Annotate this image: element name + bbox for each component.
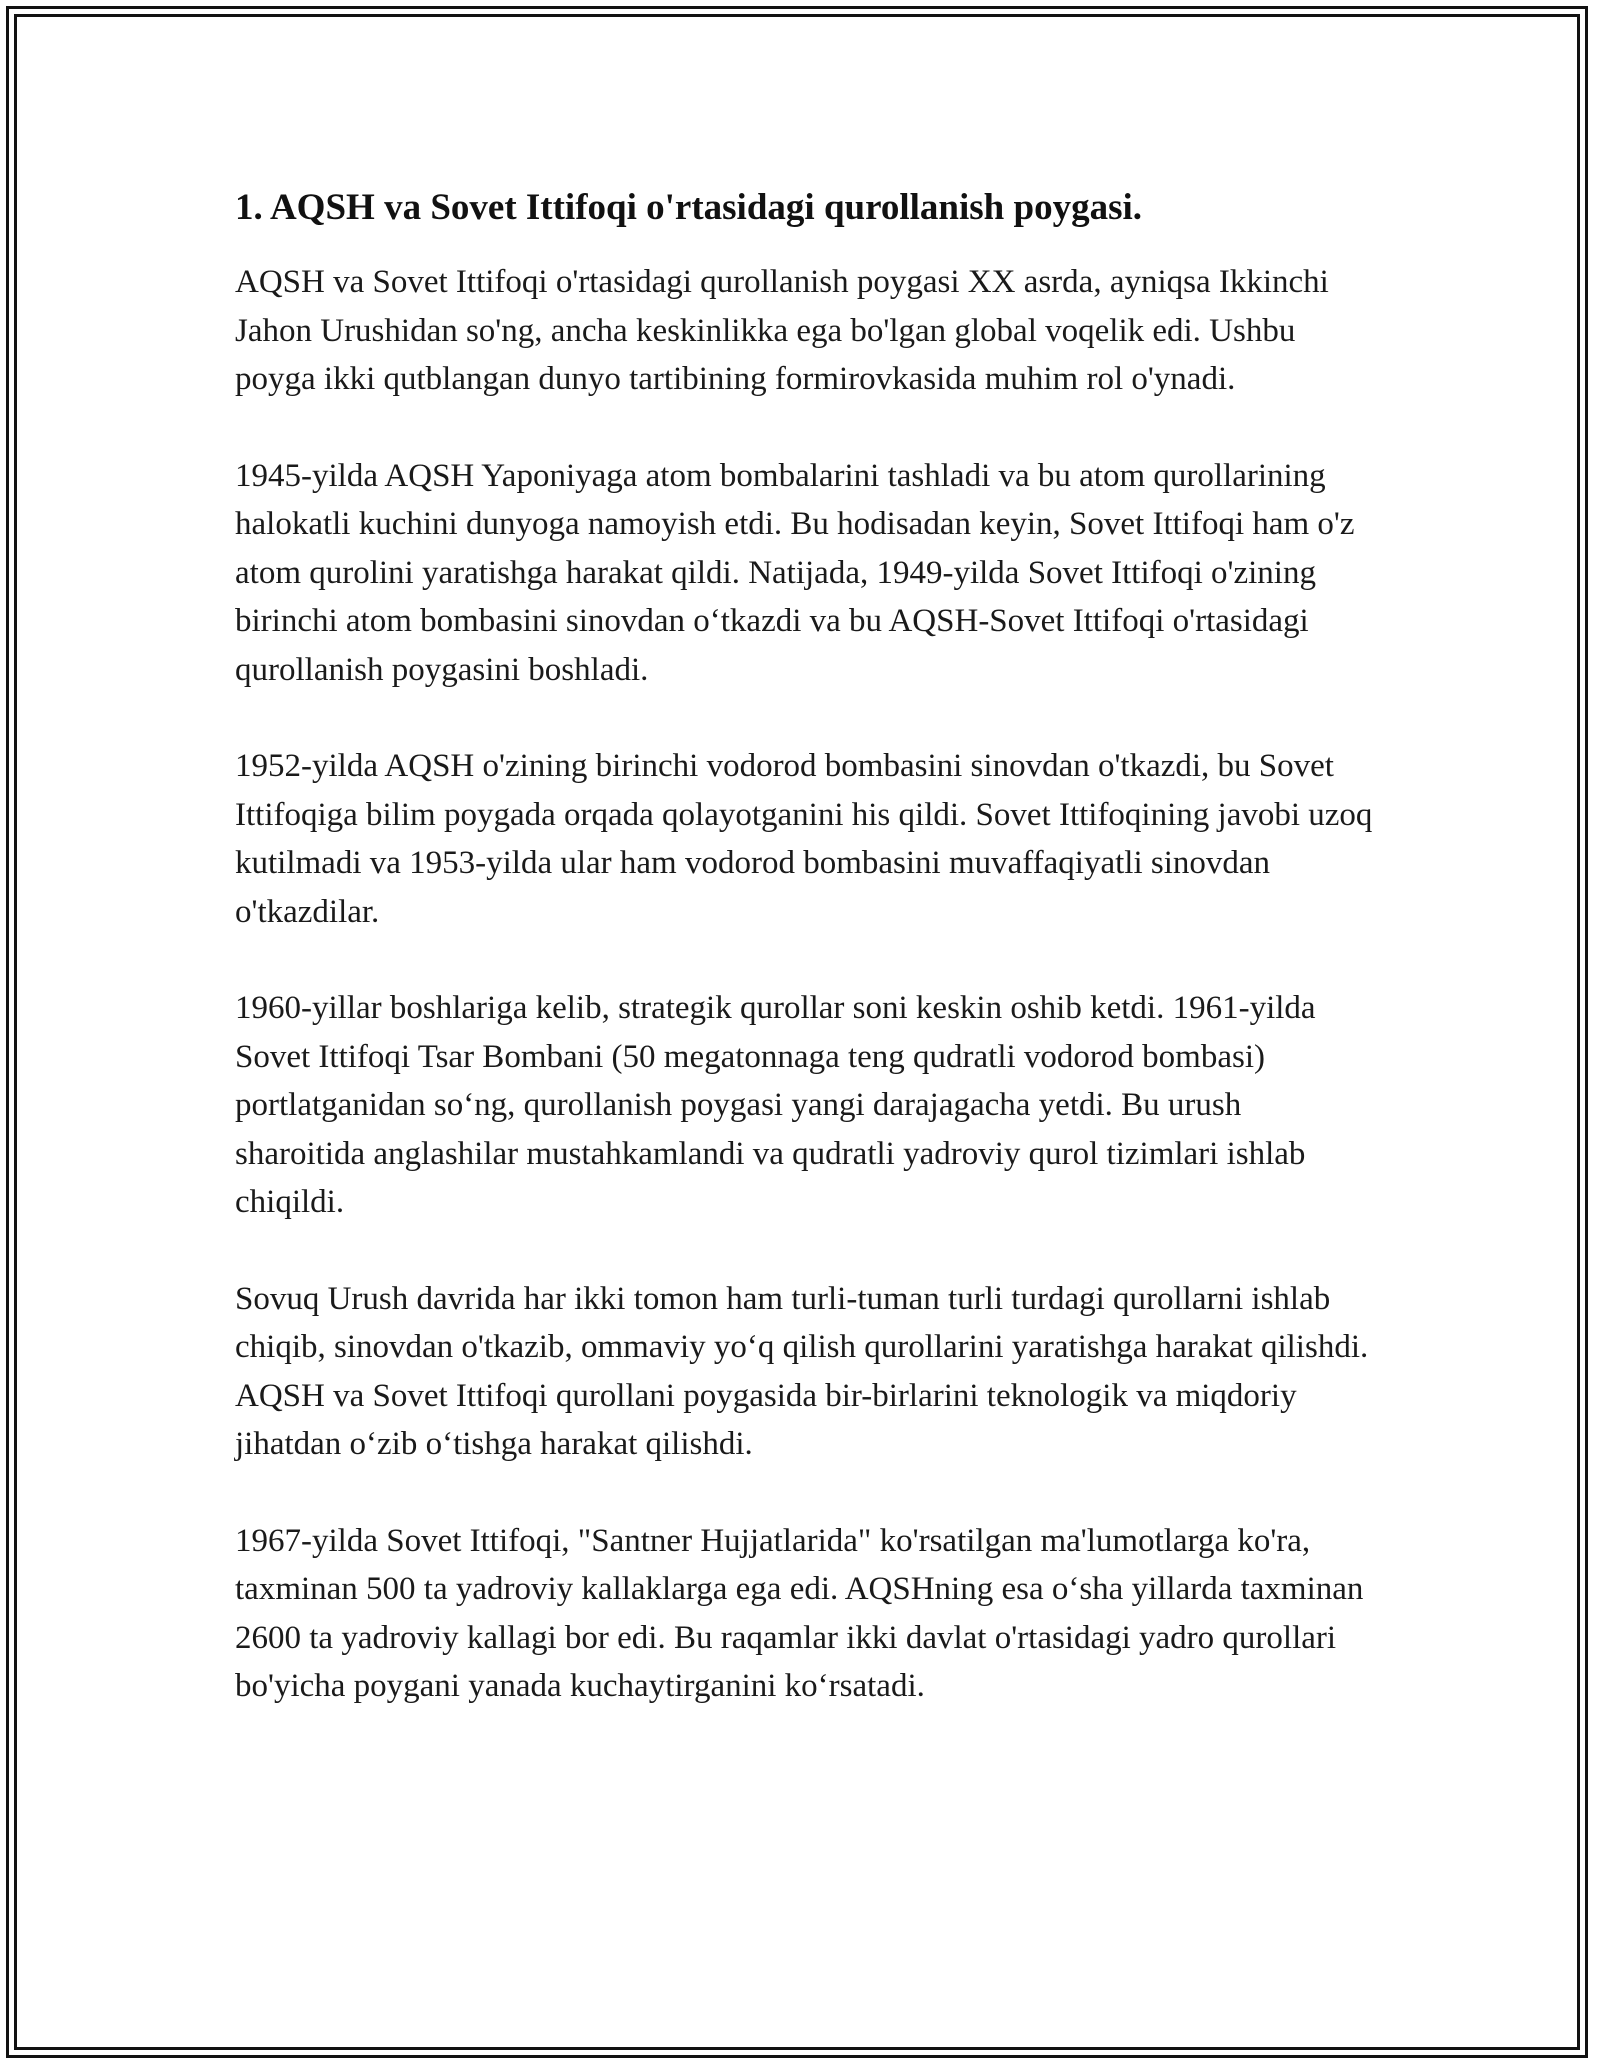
document-title: 1. AQSH va Sovet Ittifoqi o'rtasidagi qurollanish poygasi. xyxy=(235,187,1143,228)
paragraph-1967: 1967-yilda Sovet Ittifoqi, "Santner Hujjatlarida" ko'rsatilgan ma'lumotlarga ko'ra, taxminan 500 ta yadroviy kallaklarga ega edi. AQSHning esa o‘sha yillarda taxminan 2600 ta yadroviy kallagi bor edi. Bu raqamlar ikki davlat o'rtasidagi yadro qurollari bo'yicha poygani yanada kuchaytirganini ko‘rsatadi. xyxy=(235,1522,1364,1704)
paragraph-1952: 1952-yilda AQSH o'zining birinchi vodorod bombasini sinovdan o'tkazdi, bu Sovet Ittifoqiga bilim poygada orqada qolayotganini his qildi. Sovet Ittifoqining javobi uzoq kutilmadi va 1953-yilda ular ham vodorod bombasini muvaffaqiyatli sinovdan o'tkazdilar. xyxy=(235,748,1373,930)
paragraph-1945: 1945-yilda AQSH Yaponiyaga atom bombalarini tashladi va bu atom qurollarining halokatli kuchini dunyoga namoyish etdi. Bu hodisadan keyin, Sovet Ittifoqi ham o'z atom qurolini yaratishga harakat qildi. Natijada, 1949-yilda Sovet Ittifoqi o'zining birinchi atom bombasini sinovdan o‘tkazdi va bu AQSH-Sovet Ittifoqi o'rtasidagi qurollanish poygasini boshladi. xyxy=(235,457,1355,688)
paragraph-cold-war: Sovuq Urush davrida har ikki tomon ham turli-tuman turli turdagi qurollarni ishlab chiqib, sinovdan o'tkazib, ommaviy yo‘q qilish qurollarini yaratishga harakat qilishdi. AQSH va Sovet Ittifoqi qurollani poygasida bir-birlarini teknologik va miqdoriy jihatdan o‘zib o‘tishga harakat qilishdi. xyxy=(235,1280,1369,1462)
paragraph-intro: AQSH va Sovet Ittifoqi o'rtasidagi qurollanish poygasi XX asrda, ayniqsa Ikkinchi Jahon Urushidan so'ng, ancha keskinlikka ega bo'lgan global voqelik edi. Ushbu poyga ikki qutblangan dunyo tartibining formirovkasida muhim rol o'ynadi. xyxy=(235,264,1329,397)
document-body xyxy=(235,186,1375,1759)
paragraph-1960s: 1960-yillar boshlariga kelib, strategik qurollar soni keskin oshib ketdi. 1961-yilda Sovet Ittifoqi Tsar Bombani (50 megatonnaga teng qudratli vodorod bombasi) portlatganidan so‘ng, qurollanish poygasi yangi darajagacha yetdi. Bu urush sharoitida anglashilar mustahkamlandi va qudratli yadroviy qurol tizimlari ishlab chiqildi. xyxy=(235,990,1316,1220)
